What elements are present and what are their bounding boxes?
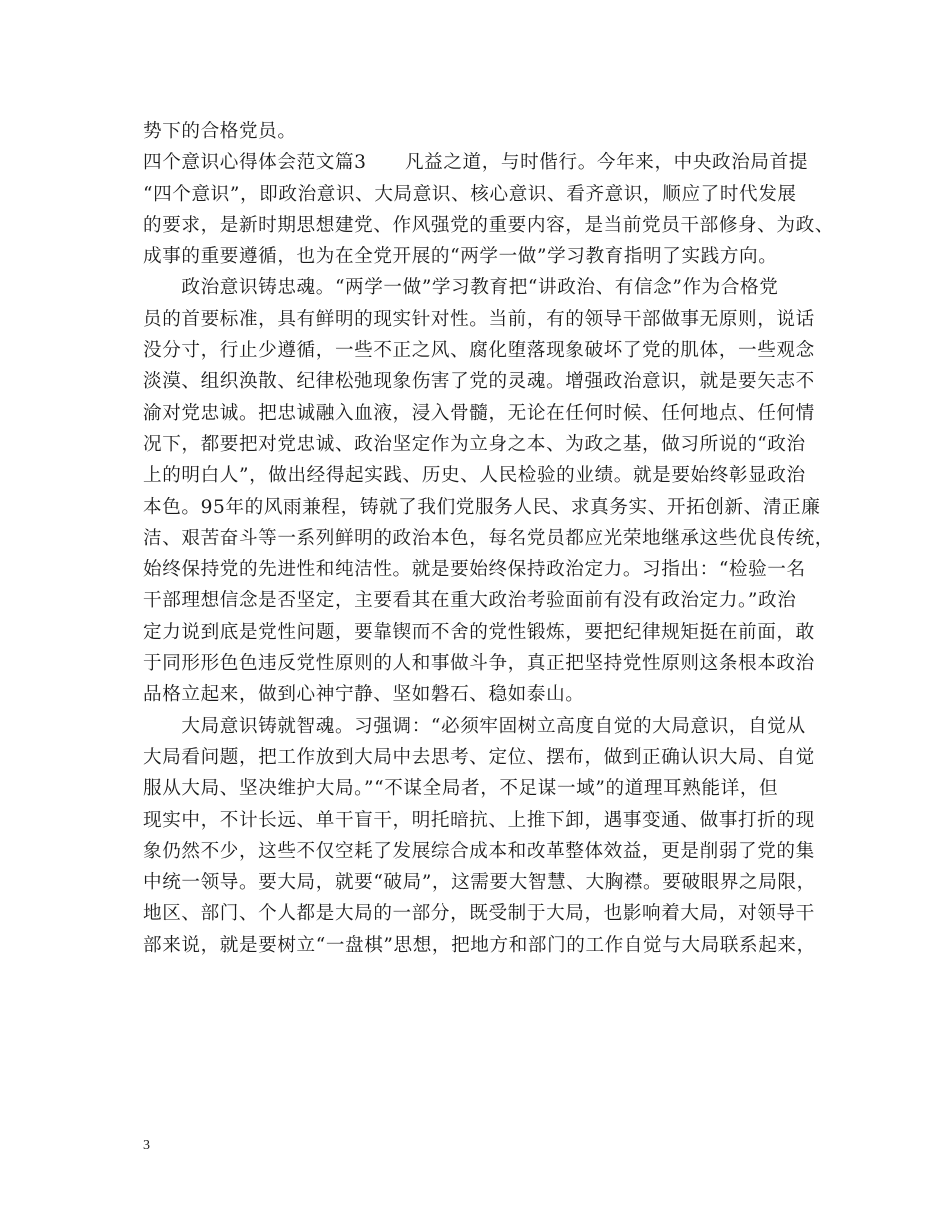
text-line: 渝对党忠诚。把忠诚融入血液，浸入骨髓，无论在任何时候、任何地点、任何情 — [143, 402, 815, 424]
text-line: 服从大局、坚决维护大局。”“不谋全局者，不足谋一域”的道理耳熟能详，但 — [143, 778, 779, 800]
text-line: “四个意识”，即政治意识、大局意识、核心意识、看齐意识，顺应了时代发展 — [143, 183, 797, 205]
text-line: 部来说，就是要树立“一盘棋”思想，把地方和部门的工作自觉与大局联系起来， — [143, 934, 816, 956]
text-line: 淡漠、组织涣散、纪律松弛现象伤害了党的灵魂。增强政治意识，就是要矢志不 — [143, 371, 815, 393]
text-line: 现实中，不计长远、单干盲干，明托暗抗、上推下卸，遇事变通、做事打折的现 — [143, 809, 815, 831]
text-line: 大局看问题，把工作放到大局中去思考、定位、摆布，做到正确认识大局、自觉 — [143, 746, 815, 768]
text-line: 象仍然不少，这些不仅空耗了发展综合成本和改革整体效益，更是削弱了党的集 — [143, 840, 815, 862]
text-line: 定力说到底是党性问题，要靠锲而不舍的党性锻炼，要把纪律规矩挺在前面，敢 — [143, 621, 815, 643]
text-line: 地区、部门、个人都是大局的一部分，既受制于大局，也影响着大局，对领导干 — [143, 903, 815, 925]
text-line: 员的首要标准，具有鲜明的现实针对性。当前，有的领导干部做事无原则，说话 — [143, 308, 815, 330]
text-line: 干部理想信念是否坚定，主要看其在重大政治考验面前有没有政治定力。”政治 — [143, 590, 797, 612]
text-line: 中统一领导。要大局，就要“破局”，这需要大智慧、大胸襟。要破眼界之局限， — [143, 872, 816, 894]
text-line: 成事的重要遵循，也为在全党开展的“两学一做”学习教育指明了实践方向。 — [143, 246, 778, 268]
body-text — [143, 116, 834, 961]
text-line: 况下，都要把对党忠诚、政治坚定作为立身之本、为政之基，做习所说的“政治 — [143, 433, 806, 455]
text-line: 始终保持党的先进性和纯洁性。就是要始终保持政治定力。习指出：“检验一名 — [143, 559, 806, 581]
text-line: 洁、艰苦奋斗等一系列鲜明的政治本色，每名党员都应光荣地继承这些优良传统， — [143, 527, 834, 549]
text-line: 势下的合格党员。 — [143, 121, 297, 142]
page-number: 3 — [143, 1138, 150, 1153]
text-line: 没分寸，行止少遵循，一些不正之风、腐化堕落现象破坏了党的肌体，一些观念 — [143, 340, 815, 362]
text-line: 于同形形色色违反党性原则的人和事做斗争，真正把坚持党性原则这条根本政治 — [143, 653, 815, 675]
text-line: 政治意识铸忠魂。“两学一做”学习教育把“讲政治、有信念”作为合格党 — [143, 277, 779, 299]
text-line: 的要求，是新时期思想建党、作风强党的重要内容，是当前党员干部修身、为政、 — [143, 214, 834, 236]
text-line: 大局意识铸就智魂。习强调：“必须牢固树立高度自觉的大局意识，自觉从 — [143, 715, 806, 737]
text-line: 上的明白人”，做出经得起实践、历史、人民检验的业绩。就是要始终彰显政治 — [143, 465, 806, 487]
text-line: 四个意识心得体会范文篇3 凡益之道，与时偕行。今年来，中央政治局首提 — [143, 152, 809, 174]
text-line: 本色。95年的风雨兼程，铸就了我们党服务人民、求真务实、开拓创新、清正廉 — [143, 496, 821, 518]
text-line: 品格立起来，做到心神宁静、坚如磐石、稳如泰山。 — [143, 684, 585, 706]
